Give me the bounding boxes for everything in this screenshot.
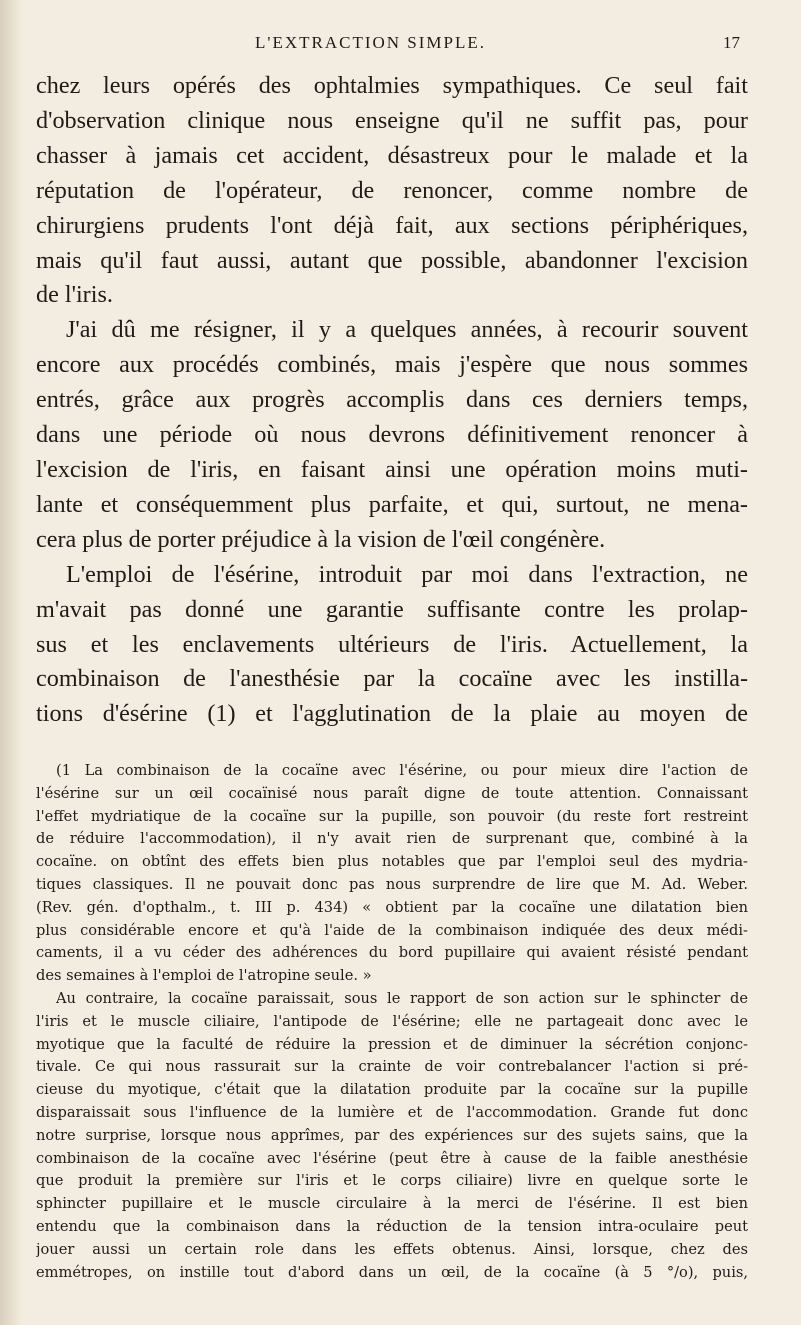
- text-line: lante et conséquemment plus parfaite, et qui, surtout, ne mena-: [36, 490, 748, 518]
- footnote-line: des semaines à l'emploi de l'atropine seule. »: [36, 967, 372, 985]
- text-line: J'ai dû me résigner, il y a quelques années, à recourir souvent: [66, 316, 748, 344]
- text-line: combinaison de l'anesthésie par la cocaïne avec les instilla-: [36, 665, 748, 693]
- footnote-line: plus considérable encore et qu'à l'aide de la combinaison indiquée des deux médi-: [36, 921, 748, 939]
- footnote-line: que produit la première sur l'iris et le corps ciliaire) livre en quelque sorte le: [36, 1172, 748, 1190]
- footnote-line: (1 La combinaison de la cocaïne avec l'ésérine, ou pour mieux dire l'action de: [56, 762, 748, 779]
- footnote-line: jouer aussi un certain role dans les effets obtenus. Ainsi, lorsque, chez des: [36, 1240, 748, 1258]
- footnote-line: combinaison de la cocaïne avec l'ésérine (peut être à cause de la faible anesthésie: [36, 1149, 748, 1167]
- footnote-line: cocaïne. on obtînt des effets bien plus notables que par l'emploi seul des mydria-: [36, 853, 748, 871]
- footnote-line: tivale. Ce qui nous rassurait sur la crainte de voir contrebalancer l'action si pré-: [36, 1058, 748, 1076]
- footnote-line: myotique que la faculté de réduire la pression et de diminuer la sécrétion conjonc-: [36, 1035, 748, 1053]
- text-line: tions d'ésérine (1) et l'agglutination de la plaie au moyen de: [36, 700, 748, 728]
- text-line: l'excision de l'iris, en faisant ainsi une opération moins muti-: [36, 455, 748, 483]
- footnote-line: cieuse du myotique, c'était que la dilatation produite par la cocaïne sur la pupille: [36, 1081, 748, 1099]
- text-line: encore aux procédés combinés, mais j'espère que nous sommes: [36, 351, 748, 379]
- text-line: chez leurs opérés des ophtalmies sympathiques. Ce seul fait: [36, 72, 748, 99]
- footnote-line: sphincter pupillaire et le muscle circulaire à la merci de l'ésérine. Il est bien: [36, 1195, 748, 1213]
- footnote-line: l'effet mydriatique de la cocaïne sur la pupille, son pouvoir (du reste fort restreint: [36, 807, 748, 825]
- footnote: [36, 760, 748, 1284]
- footnote-line: notre surprise, lorsque nous apprîmes, par des expériences sur des sujets sains, que la: [36, 1126, 748, 1144]
- text-line: chasser à jamais cet accident, désastreux pour le malade et la: [36, 141, 748, 169]
- footnote-line: caments, il a vu céder des adhérences du bord pupillaire qui avaient résisté pendant: [36, 944, 748, 962]
- footnote-line: emmétropes, on instille tout d'abord dans un œil, de la cocaïne (à 5 °/o), puis,: [36, 1263, 748, 1281]
- text-line: mais qu'il faut aussi, autant que possible, abandonner l'excision: [36, 246, 748, 274]
- footnote-line: (Rev. gén. d'opthalm., t. III p. 434) « obtient par la cocaïne une dilatation bien: [36, 898, 748, 916]
- footnote-line: entendu que la combinaison dans la réduction de la tension intra-oculaire peut: [36, 1217, 748, 1235]
- text-line: de l'iris.: [36, 281, 113, 309]
- footnote-line: de réduire l'accommodation), il n'y avait rien de surprenant que, combiné à la: [36, 830, 748, 848]
- text-line: sus et les enclavements ultérieurs de l'iris. Actuellement, la: [36, 630, 748, 658]
- text-line: réputation de l'opérateur, de renoncer, comme nombre de: [36, 176, 748, 204]
- text-line: L'emploi de l'ésérine, introduit par moi dans l'extraction, ne: [66, 560, 748, 588]
- running-title: L'EXTRACTION SIMPLE.: [255, 33, 487, 52]
- text-line: dans une période où nous devrons définitivement renoncer à: [36, 421, 748, 449]
- footnote-line: disparaissait sous l'influence de la lumière et de l'accommodation. Grande fut donc: [36, 1103, 748, 1121]
- page-number: 17: [723, 33, 740, 52]
- text-line: d'observation clinique nous enseigne qu'il ne suffit pas, pour: [36, 106, 748, 134]
- text-line: chirurgiens prudents l'ont déjà fait, aux sections périphériques,: [36, 211, 748, 239]
- text-line: cera plus de porter préjudice à la vision de l'œil congénère.: [36, 525, 606, 553]
- gutter-shadow: [0, 0, 22, 1325]
- footnote-line: tiques classiques. Il ne pouvait donc pas nous surprendre de lire que M. Ad. Weber.: [36, 875, 748, 893]
- footnote-line: l'ésérine sur un œil cocaïnisé nous paraît digne de toute attention. Connaissant: [36, 784, 748, 802]
- footnote-line: Au contraire, la cocaïne paraissait, sous le rapport de son action sur le sphincter de: [56, 989, 748, 1007]
- main-text: [36, 69, 748, 732]
- text-line: m'avait pas donné une garantie suffisante contre les prolap-: [36, 595, 748, 623]
- footnote-line: l'iris et le muscle ciliaire, l'antipode de l'ésérine; elle ne partageait donc avec le: [36, 1012, 748, 1030]
- text-line: entrés, grâce aux progrès accomplis dans ces derniers temps,: [36, 386, 748, 414]
